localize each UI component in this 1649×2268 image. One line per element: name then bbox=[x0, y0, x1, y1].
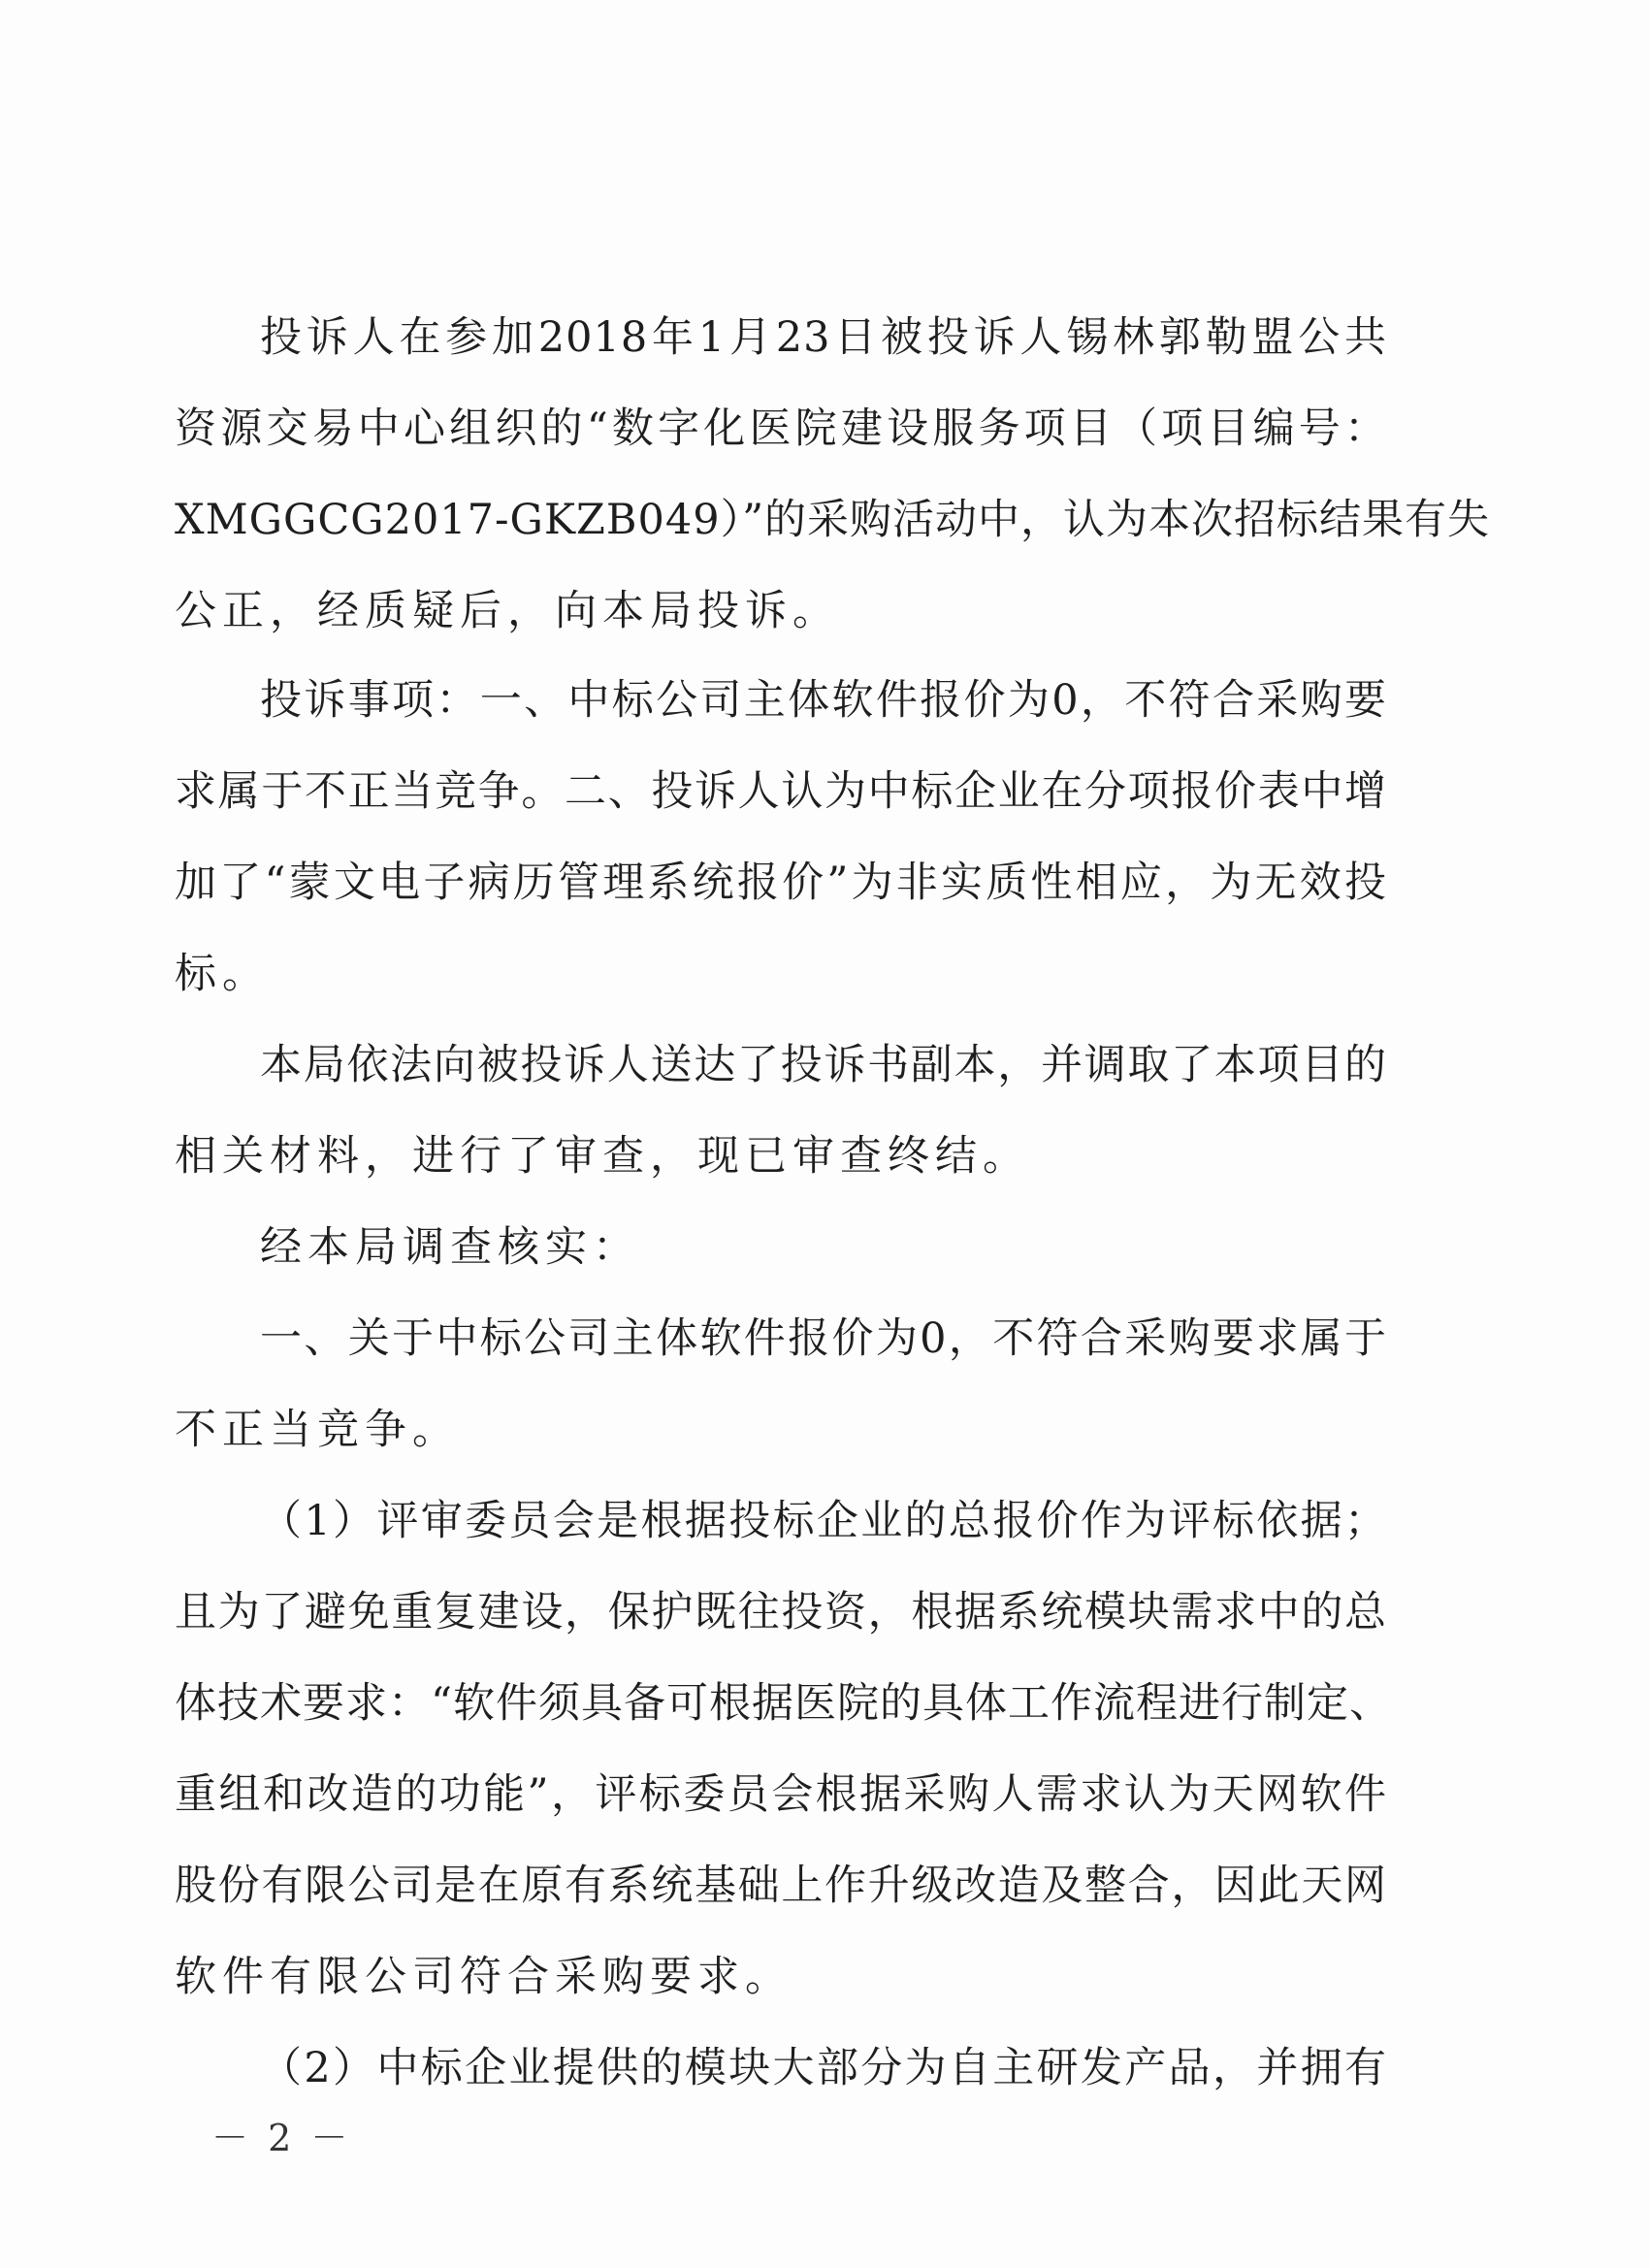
text-line-20: （2）中标企业提供的模块大部分为自主研发产品，并拥有 bbox=[260, 2044, 1387, 2092]
text-line-11: 经本局调查核实： bbox=[260, 1223, 640, 1272]
text-line-14: （1）评审委员会是根据投标企业的总报价作为评标依据； bbox=[260, 1497, 1387, 1545]
text-line-9: 本局依法向被投诉人送达了投诉书副本，并调取了本项目的 bbox=[260, 1041, 1387, 1089]
text-line-1: 投诉人在参加2018年1月23日被投诉人锡林郭勒盟公共 bbox=[260, 313, 1387, 362]
text-line-7: 加了“蒙文电子病历管理系统报价”为非实质性相应，为无效投 bbox=[175, 859, 1387, 907]
text-line-3: XMGGCG2017-GKZB049）”的采购活动中，认为本次招标结果有失 bbox=[175, 496, 1491, 544]
text-line-17: 重组和改造的功能”，评标委员会根据采购人需求认为天网软件 bbox=[175, 1770, 1387, 1819]
text-line-2: 资源交易中心组织的“数字化医院建设服务项目（项目编号： bbox=[175, 405, 1387, 453]
text-line-5: 投诉事项：一、中标公司主体软件报价为0，不符合采购要 bbox=[260, 676, 1387, 725]
text-line-4: 公正，经质疑后，向本局投诉。 bbox=[175, 587, 840, 635]
text-line-13: 不正当竞争。 bbox=[175, 1406, 460, 1454]
text-line-15: 且为了避免重复建设，保护既往投资，根据系统模块需求中的总 bbox=[175, 1588, 1387, 1636]
page-number: － 2 － bbox=[211, 2117, 352, 2159]
text-line-12: 一、关于中标公司主体软件报价为0，不符合采购要求属于 bbox=[260, 1314, 1387, 1363]
text-line-16: 体技术要求：“软件须具备可根据医院的具体工作流程进行制定、 bbox=[175, 1679, 1392, 1728]
text-line-8: 标。 bbox=[175, 950, 270, 998]
text-line-19: 软件有限公司符合采购要求。 bbox=[175, 1953, 792, 2001]
text-line-10: 相关材料，进行了审查，现已审查终结。 bbox=[175, 1132, 1030, 1181]
text-line-6: 求属于不正当竞争。二、投诉人认为中标企业在分项报价表中增 bbox=[175, 767, 1387, 816]
text-line-18: 股份有限公司是在原有系统基础上作升级改造及整合，因此天网 bbox=[175, 1862, 1387, 1910]
